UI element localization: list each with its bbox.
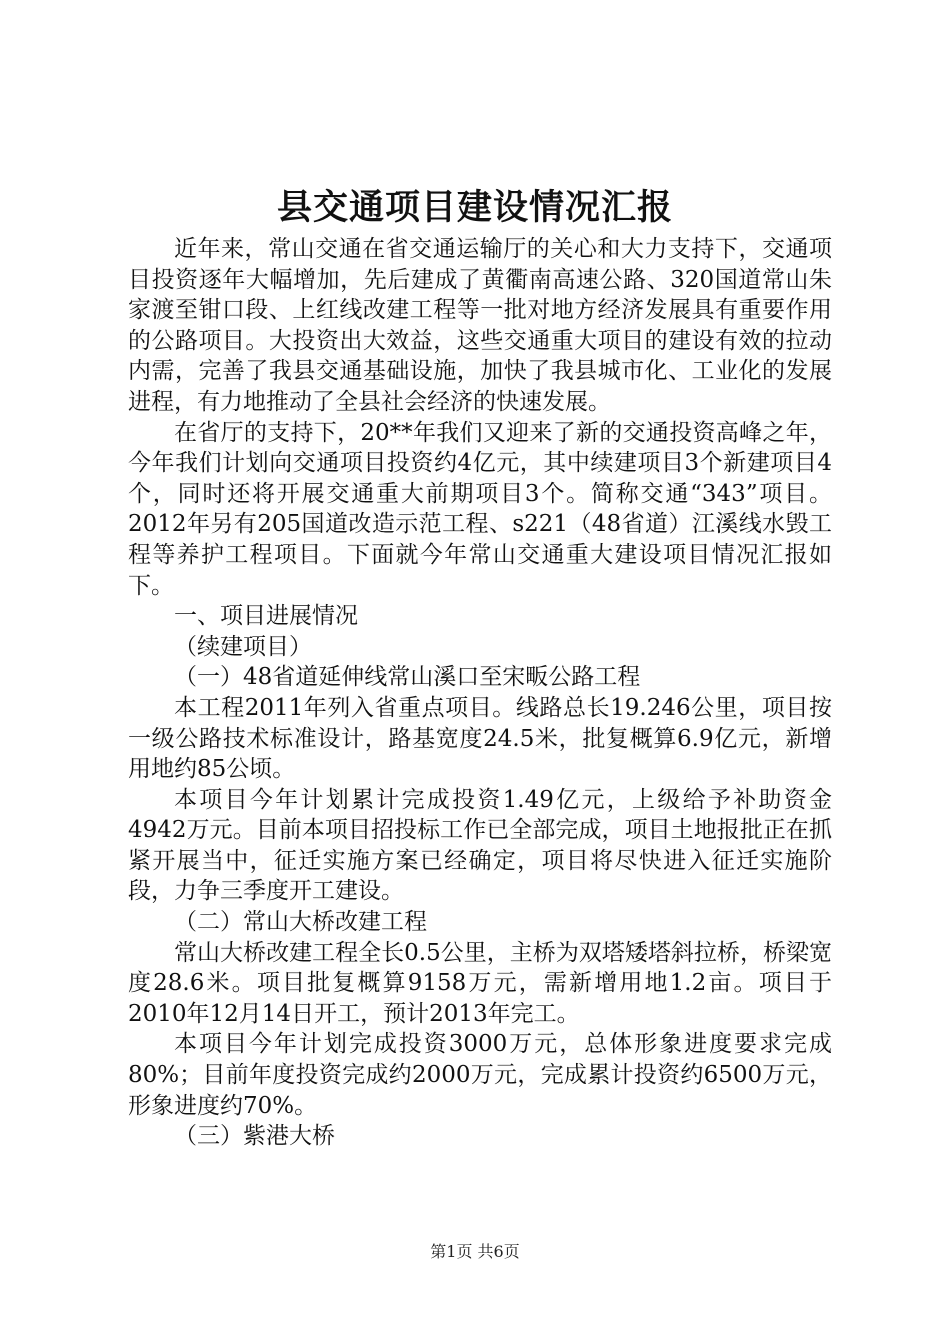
page-number-footer: 第1页 共6页 bbox=[430, 1242, 520, 1261]
paragraph-item-1-progress: 本项目今年计划累计完成投资1.49亿元，上级给予补助资金4942万元。目前本项目招投标工作已全部完成，项目土地报批正在抓紧开展当中，征迁实施方案已经确定，项目将尽快进入征迁实施阶段，力争三季度开工建设。 bbox=[128, 786, 832, 905]
document-title: 县交通项目建设情况汇报 bbox=[276, 187, 673, 228]
paragraph-investment-plan: 在省厅的支持下，20**年我们又迎来了新的交通投资高峰之年，今年我们计划向交通项目投资约4亿元，其中续建项目3个新建项目4个，同时还将开展交通重大前期项目3个。简称交通“343”项目。2012年另有205国道改造示范工程、s221（48省道）江溪线水毁工程等养护工程项目。下面就今年常山交通重大建设项目情况汇报如下。 bbox=[128, 419, 832, 599]
paragraph-intro: 近年来，常山交通在省交通运输厅的关心和大力支持下，交通项目投资逐年大幅增加，先后建成了黄衢南高速公路、320国道常山朱家渡至钳口段、上红线改建工程等一批对地方经济发展具有重要作用的公路项目。大投资出大效益，这些交通重大项目的建设有效的拉动内需，完善了我县交通基础设施，加快了我县城市化、工业化的发展进程，有力地推动了全县社会经济的快速发展。 bbox=[128, 236, 832, 415]
item-heading-2: （二）常山大桥改建工程 bbox=[174, 909, 427, 936]
item-heading-1: （一）48省道延伸线常山溪口至宋畈公路工程 bbox=[174, 664, 641, 691]
section-heading-progress: 一、项目进展情况 bbox=[174, 603, 358, 630]
paragraph-item-2-progress: 本项目今年计划完成投资3000万元，总体形象进度要求完成80%；目前年度投资完成约2000万元，完成累计投资约6500万元，形象进度约70%。 bbox=[128, 1031, 832, 1119]
item-heading-3: （三）紫港大桥 bbox=[174, 1123, 335, 1150]
paragraph-item-2-overview: 常山大桥改建工程全长0.5公里，主桥为双塔矮塔斜拉桥，桥梁宽度28.6米。项目批复概算9158万元，需新增用地1.2亩。项目于2010年12月14日开工，预计2013年完工。 bbox=[128, 939, 832, 1027]
paragraph-item-1-overview: 本工程2011年列入省重点项目。线路总长19.246公里，项目按一级公路技术标准设计，路基宽度24.5米，批复概算6.9亿元，新增用地约85公顷。 bbox=[128, 694, 832, 783]
subheading-continuing-projects: （续建项目） bbox=[174, 633, 312, 660]
document-body bbox=[128, 234, 832, 1152]
